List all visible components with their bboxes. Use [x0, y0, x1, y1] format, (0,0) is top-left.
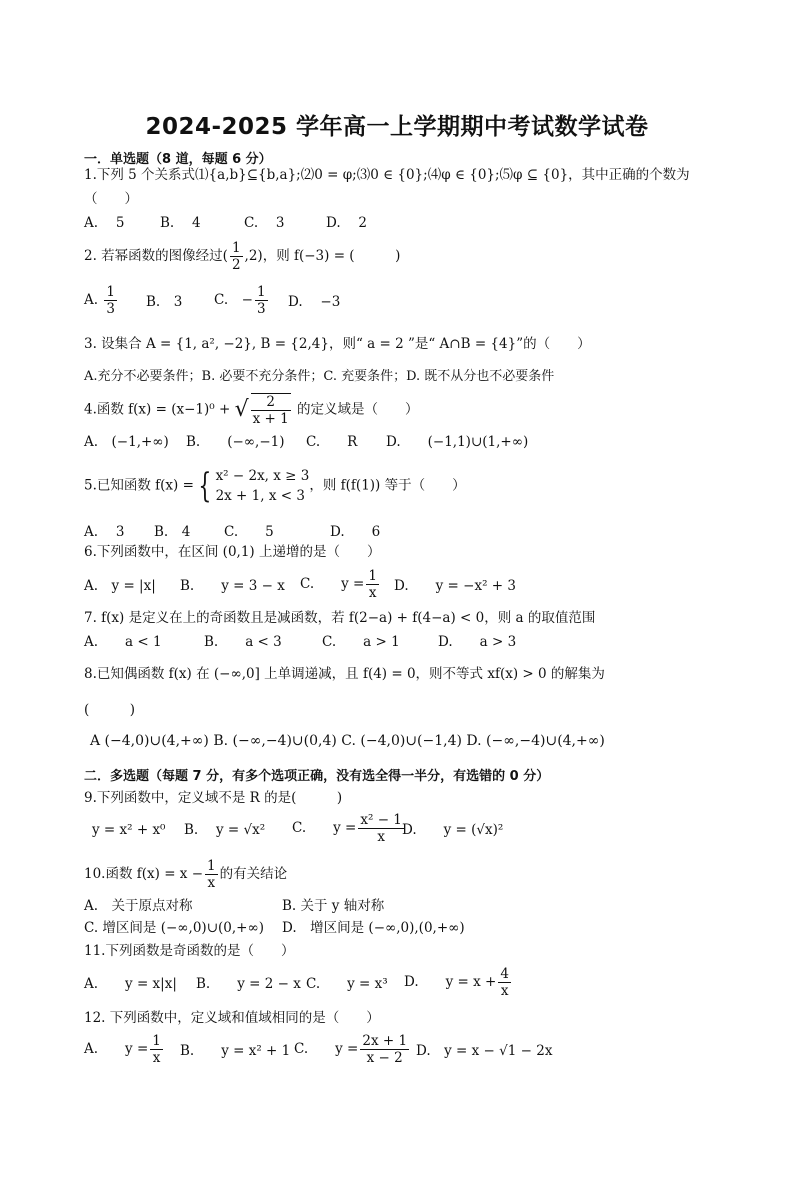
- question-8-stem: 8.已知偶函数 f(x) 在 (−∞,0] 上单调递减，且 f(4) = 0，则不等式 xf(x) > 0 的解集为: [84, 666, 605, 682]
- option-a: A. 关于原点对称: [84, 898, 193, 914]
- numerator: 2x + 1: [362, 1033, 408, 1049]
- denominator: x: [152, 1050, 161, 1066]
- fraction: [150, 1033, 163, 1066]
- denominator: 3: [256, 301, 266, 317]
- option-d: D. (−1,1)∪(1,+∞): [386, 434, 529, 450]
- option-a: [84, 284, 119, 317]
- option-a: A. a < 1: [84, 634, 162, 650]
- question-9-options: [92, 812, 692, 852]
- denominator: x: [377, 829, 385, 845]
- numerator: 1: [368, 568, 377, 584]
- question-9-stem: 9.下列函数中，定义域不是 R 的是( ): [84, 790, 343, 806]
- question-4-stem: [84, 393, 419, 427]
- option-c: C. 3: [244, 215, 285, 231]
- option-c: C. a > 1: [322, 634, 400, 650]
- fraction: [251, 393, 291, 427]
- option-d: D. 6: [330, 524, 381, 540]
- option-c: C. R: [306, 434, 358, 450]
- fraction: [360, 1033, 409, 1066]
- question-12-stem: 12. 下列函数中，定义域和值域相同的是（ ）: [84, 1010, 380, 1026]
- piecewise-cases: [216, 466, 310, 506]
- option-a: [84, 1033, 165, 1066]
- question-6-stem: 6.下列函数中，在区间 (0,1) 上递增的是（ ）: [84, 544, 381, 560]
- option-a: A. 5: [84, 215, 125, 231]
- stem-text-tail: 的定义域是（ ）: [297, 401, 419, 418]
- question-11-stem: 11.下列函数是奇函数的是（ ）: [84, 943, 295, 959]
- option-d: D. a > 3: [438, 634, 517, 650]
- label: C. y =: [294, 1041, 359, 1057]
- stem-text-tail: ，则 f(f(1)) 等于（ ）: [309, 477, 466, 494]
- option-c: C. 增区间是 (−∞,0)∪(0,+∞): [84, 920, 264, 936]
- label: C. −: [214, 292, 253, 308]
- stem-text: 4.函数 f(x) = (x−1)⁰ +: [84, 401, 231, 418]
- numerator: 4: [500, 966, 509, 982]
- question-10-options-row1: [84, 896, 684, 916]
- stem-text: 5.已知函数 f(x) =: [84, 477, 194, 494]
- numerator: 1: [207, 858, 216, 874]
- question-10-stem: [84, 858, 287, 891]
- option-c: [294, 1033, 411, 1066]
- label: A. y =: [84, 1041, 149, 1057]
- stem-text-tail: 的有关结论: [219, 866, 288, 882]
- label: A.: [84, 292, 99, 308]
- label: C. y =: [292, 820, 357, 836]
- denominator: x − 2: [366, 1050, 403, 1066]
- option-c: C. y = x³: [306, 976, 388, 992]
- question-1-options: [84, 213, 684, 233]
- exam-title: 2024-2025 学年高一上学期期中考试数学试卷: [145, 114, 649, 140]
- option-a: A. y = x|x|: [84, 976, 177, 992]
- option-d: D. y = −x² + 3: [394, 578, 516, 594]
- question-1-blank: （ ）: [84, 191, 138, 207]
- fraction: [230, 240, 243, 273]
- question-5-stem: [84, 466, 466, 506]
- question-11-options: [84, 966, 684, 1006]
- question-2-options: [84, 284, 684, 324]
- fraction: [104, 284, 117, 317]
- question-4-options: [84, 432, 684, 452]
- option-d: [404, 966, 513, 999]
- label: D. y = x +: [404, 974, 497, 990]
- fraction: [255, 284, 268, 317]
- denominator: x: [500, 983, 509, 999]
- numerator: 1: [231, 240, 241, 256]
- square-root: √ $\frac{2}{x + 1}$: [234, 394, 289, 427]
- option-d: D. −3: [288, 294, 341, 310]
- question-6-options: [84, 568, 684, 608]
- option-d: D. 增区间是 (−∞,0),(0,+∞): [282, 920, 465, 936]
- option-b: B. 关于 y 轴对称: [282, 898, 385, 914]
- question-10-options-row2: [84, 918, 684, 938]
- denominator: x + 1: [252, 411, 289, 427]
- question-12-options: [84, 1033, 724, 1073]
- brace: {: [198, 466, 212, 506]
- section-heading-multi-choice: 二．多选题（每题 7 分，有多个选项正确，没有选全得一半分，有选错的 0 分）: [84, 769, 550, 784]
- option-c: [292, 812, 406, 845]
- section-heading-single-choice: 一．单选题（8 道，每题 6 分）: [84, 152, 272, 167]
- denominator: 3: [106, 301, 115, 317]
- question-8-blank: ( ): [84, 702, 136, 718]
- question-5-options: [84, 522, 684, 542]
- question-7-options: [84, 632, 684, 652]
- numerator: 2: [251, 394, 291, 411]
- denominator: x: [207, 875, 216, 891]
- stem-text: 2. 若幂函数的图像经过: [84, 248, 223, 264]
- fraction: [366, 568, 379, 601]
- option-b: B. a < 3: [204, 634, 282, 650]
- option-b: B. y = x² + 1: [180, 1043, 291, 1059]
- option-b: B. y = √x²: [184, 822, 266, 838]
- paren: (: [222, 248, 228, 264]
- question-3-options: A.充分不必要条件；B. 必要不充分条件；C. 充要条件；D. 既不从分也不必要条件: [84, 369, 555, 384]
- question-3-stem: 3. 设集合 A = {1, a², −2}, B = {2,4}，则“ a = 2 ”是“ A∩B = {4}”的（ ）: [84, 336, 591, 352]
- label: C. y =: [300, 576, 365, 592]
- option-a: A. (−1,+∞): [84, 434, 169, 450]
- option-b: B. y = 3 − x: [180, 578, 285, 594]
- denominator: x: [368, 585, 377, 601]
- option-a: A. 3: [84, 524, 125, 540]
- option-b: B. y = 2 − x: [196, 976, 301, 992]
- option-b: B. 4: [160, 215, 201, 231]
- numerator: 1: [256, 284, 266, 300]
- option-b: B. (−∞,−1): [186, 434, 285, 450]
- fraction: [205, 858, 218, 891]
- numerator: 1: [152, 1033, 161, 1049]
- stem-text-tail: ,2)，则 f(−3) = ( ): [244, 248, 401, 264]
- case-2: 2x + 1, x < 3: [215, 488, 305, 504]
- denominator: 2: [231, 257, 241, 273]
- option-d: D. y = x − √1 − 2x: [416, 1043, 553, 1059]
- option-b: B. 3: [146, 294, 183, 310]
- option-c: [300, 568, 381, 601]
- question-8-options: A (−4,0)∪(4,+∞) B. (−∞,−4)∪(0,4) C. (−4,0)∪(−1,4) D. (−∞,−4)∪(4,+∞): [90, 733, 605, 749]
- option-c: C. 5: [224, 524, 274, 540]
- question-7-stem: 7. f(x) 是定义在上的奇函数且是减函数，若 f(2−a) + f(4−a) < 0，则 a 的取值范围: [84, 610, 596, 626]
- option-d: D. 2: [326, 215, 368, 231]
- numerator: 1: [106, 284, 115, 300]
- fraction: [358, 812, 404, 845]
- option-a: A. y = |x|: [84, 578, 156, 594]
- option-d: D. y = (√x)²: [402, 822, 504, 838]
- stem-text: 10.函数 f(x) = x −: [84, 866, 204, 882]
- option-b: B. 4: [154, 524, 191, 540]
- question-2-stem: [84, 240, 400, 273]
- option-a: y = x² + x⁰: [92, 822, 166, 838]
- case-1: x² − 2x, x ≥ 3: [215, 468, 310, 484]
- option-c: [214, 284, 270, 317]
- numerator: x² − 1: [360, 812, 402, 828]
- fraction: [498, 966, 511, 999]
- question-1-stem: 1.下列 5 个关系式⑴{a,b}⊆{b,a};⑵0 = φ;⑶0 ∈ {0};⑷φ ∈ {0};⑸φ ⊆ {0}，其中正确的个数为: [84, 167, 690, 183]
